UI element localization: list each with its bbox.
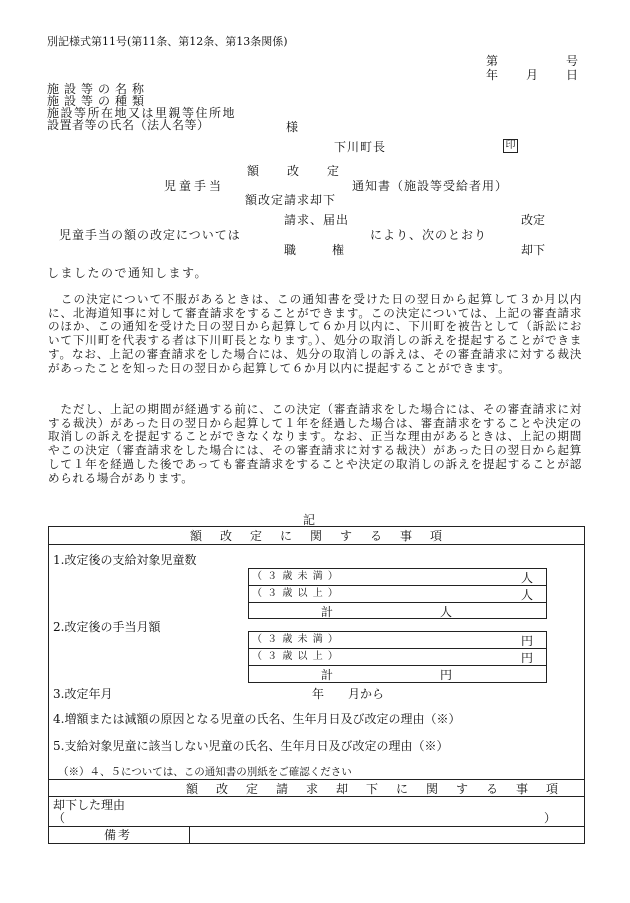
section1-header: 額 改 定 に 関 す る 事 項 [190, 529, 446, 543]
facility-address-label: 施設等所在地又は里親等住所地 [47, 106, 237, 120]
title-bottom: 額改定請求却下 [245, 193, 337, 207]
reason-paren-open: （ [53, 811, 66, 825]
divider [189, 826, 190, 844]
divider [48, 826, 585, 827]
over3-amount-unit: 円 [521, 651, 534, 665]
item4-label: 4.増額または減額の原因となる児童の氏名、生年月日及び改定の理由（※） [53, 712, 461, 726]
notice-line2: しましたので通知します。 [47, 266, 209, 280]
notice-res2: 却下 [521, 243, 546, 257]
under3-amount-unit: 円 [521, 634, 534, 648]
title-top: 額 改 定 [247, 164, 348, 178]
form-id: 別記様式第11号(第11条、第12条、第13条関係) [47, 35, 288, 48]
revision-year-month: 年 月から [312, 687, 385, 701]
divider [48, 544, 585, 545]
notice-res1: 改定 [521, 213, 546, 227]
item3-label: 3.改定年月 [53, 687, 113, 701]
doc-number-go: 号 [566, 54, 579, 68]
divider [48, 779, 585, 780]
divider [248, 585, 547, 586]
divider [248, 602, 547, 603]
divider [48, 796, 585, 797]
reason-paren-close: ） [544, 811, 557, 825]
amount-total-unit: 円 [440, 668, 453, 682]
date-month: 月 [526, 68, 539, 82]
count-total-label: 計 [321, 605, 334, 619]
note-text: （※）４、５については、この通知書の別紙をご確認ください [58, 766, 352, 778]
notice-opt1: 請求、届出 [284, 213, 350, 227]
title-left: 児童手当 [164, 179, 225, 193]
title-right: 通知書（施設等受給者用） [352, 179, 509, 193]
seal-mark: 印 [503, 139, 518, 153]
divider [248, 648, 547, 649]
notice-middle: により、次のとおり [370, 228, 488, 242]
reason-label: 却下した理由 [53, 798, 126, 812]
facility-name-label: 施設等の名称 [47, 82, 150, 96]
sender-name: 下川町長 [334, 140, 387, 154]
appeal-paragraph-1: この決定について不服があるときは、この通知書を受けた日の翌日から起算して３か月以内に、北海道知事に対して審査請求をすることができます。この決定については、上記の審査請求のほか、この通知を受けた日の翌日から起算して６か月以内に、下川町を被告として（訴訟において下川町を代表する者は下川町長となります。）、処分の取消しの訴えを提起することができます。なお、上記の審査請求をした場合には、処分の取消しの訴えは、その審査請求に対する裁決があったことを知った日の翌日から起算して６か月以内に提起することができます。 [48, 292, 582, 375]
under3-count-unit: 人 [521, 571, 534, 585]
sama-label: 様 [286, 120, 299, 134]
over3-amount-label: （ ３ 歳 以 上 ） [252, 651, 339, 662]
item5-label: 5.支給対象児童に該当しない児童の氏名、生年月日及び改定の理由（※） [53, 739, 449, 753]
over3-count-unit: 人 [521, 588, 534, 602]
notice-opt2: 職 権 [284, 243, 345, 257]
doc-number-dai: 第 [486, 54, 499, 68]
remarks-label: 備考 [104, 828, 133, 842]
ki-label: 記 [303, 513, 316, 527]
notice-prefix: 児童手当の額の改定については [59, 228, 241, 242]
amount-total-label: 計 [321, 668, 334, 682]
date-day: 日 [566, 68, 579, 82]
date-year: 年 [486, 68, 499, 82]
under3-count-label: （ ３ 歳 未 満 ） [252, 571, 339, 582]
divider [248, 665, 547, 666]
item2-label: 2.改定後の手当月額 [53, 620, 161, 634]
over3-count-label: （ ３ 歳 以 上 ） [252, 588, 339, 599]
appeal-paragraph-2: ただし、上記の期間が経過する前に、この決定（審査請求をした場合には、その審査請求に対する裁決）があった日の翌日から起算して１年を経過した場合は、審査請求をすることや決定の取消しの訴えを提起することができなくなります。なお、正当な理由があるときは、上記の期間やこの決定（審査請求をした場合には、その審査請求に対する裁決）があった日の翌日から起算して１年を経過した後であっても審査請求をすることや決定の取消しの訴えを提起することが認められる場合があります。 [48, 402, 582, 485]
item1-label: 1.改定後の支給対象児童数 [53, 553, 197, 567]
under3-amount-label: （ ３ 歳 未 満 ） [252, 634, 339, 645]
operator-name-label: 設置者等の氏名（法人名等） [47, 118, 210, 132]
facility-type-label: 施設等の種類 [47, 94, 150, 108]
section2-header: 額 改 定 請 求 却 下 に 関 す る 事 項 [186, 782, 562, 796]
count-total-unit: 人 [440, 605, 453, 619]
